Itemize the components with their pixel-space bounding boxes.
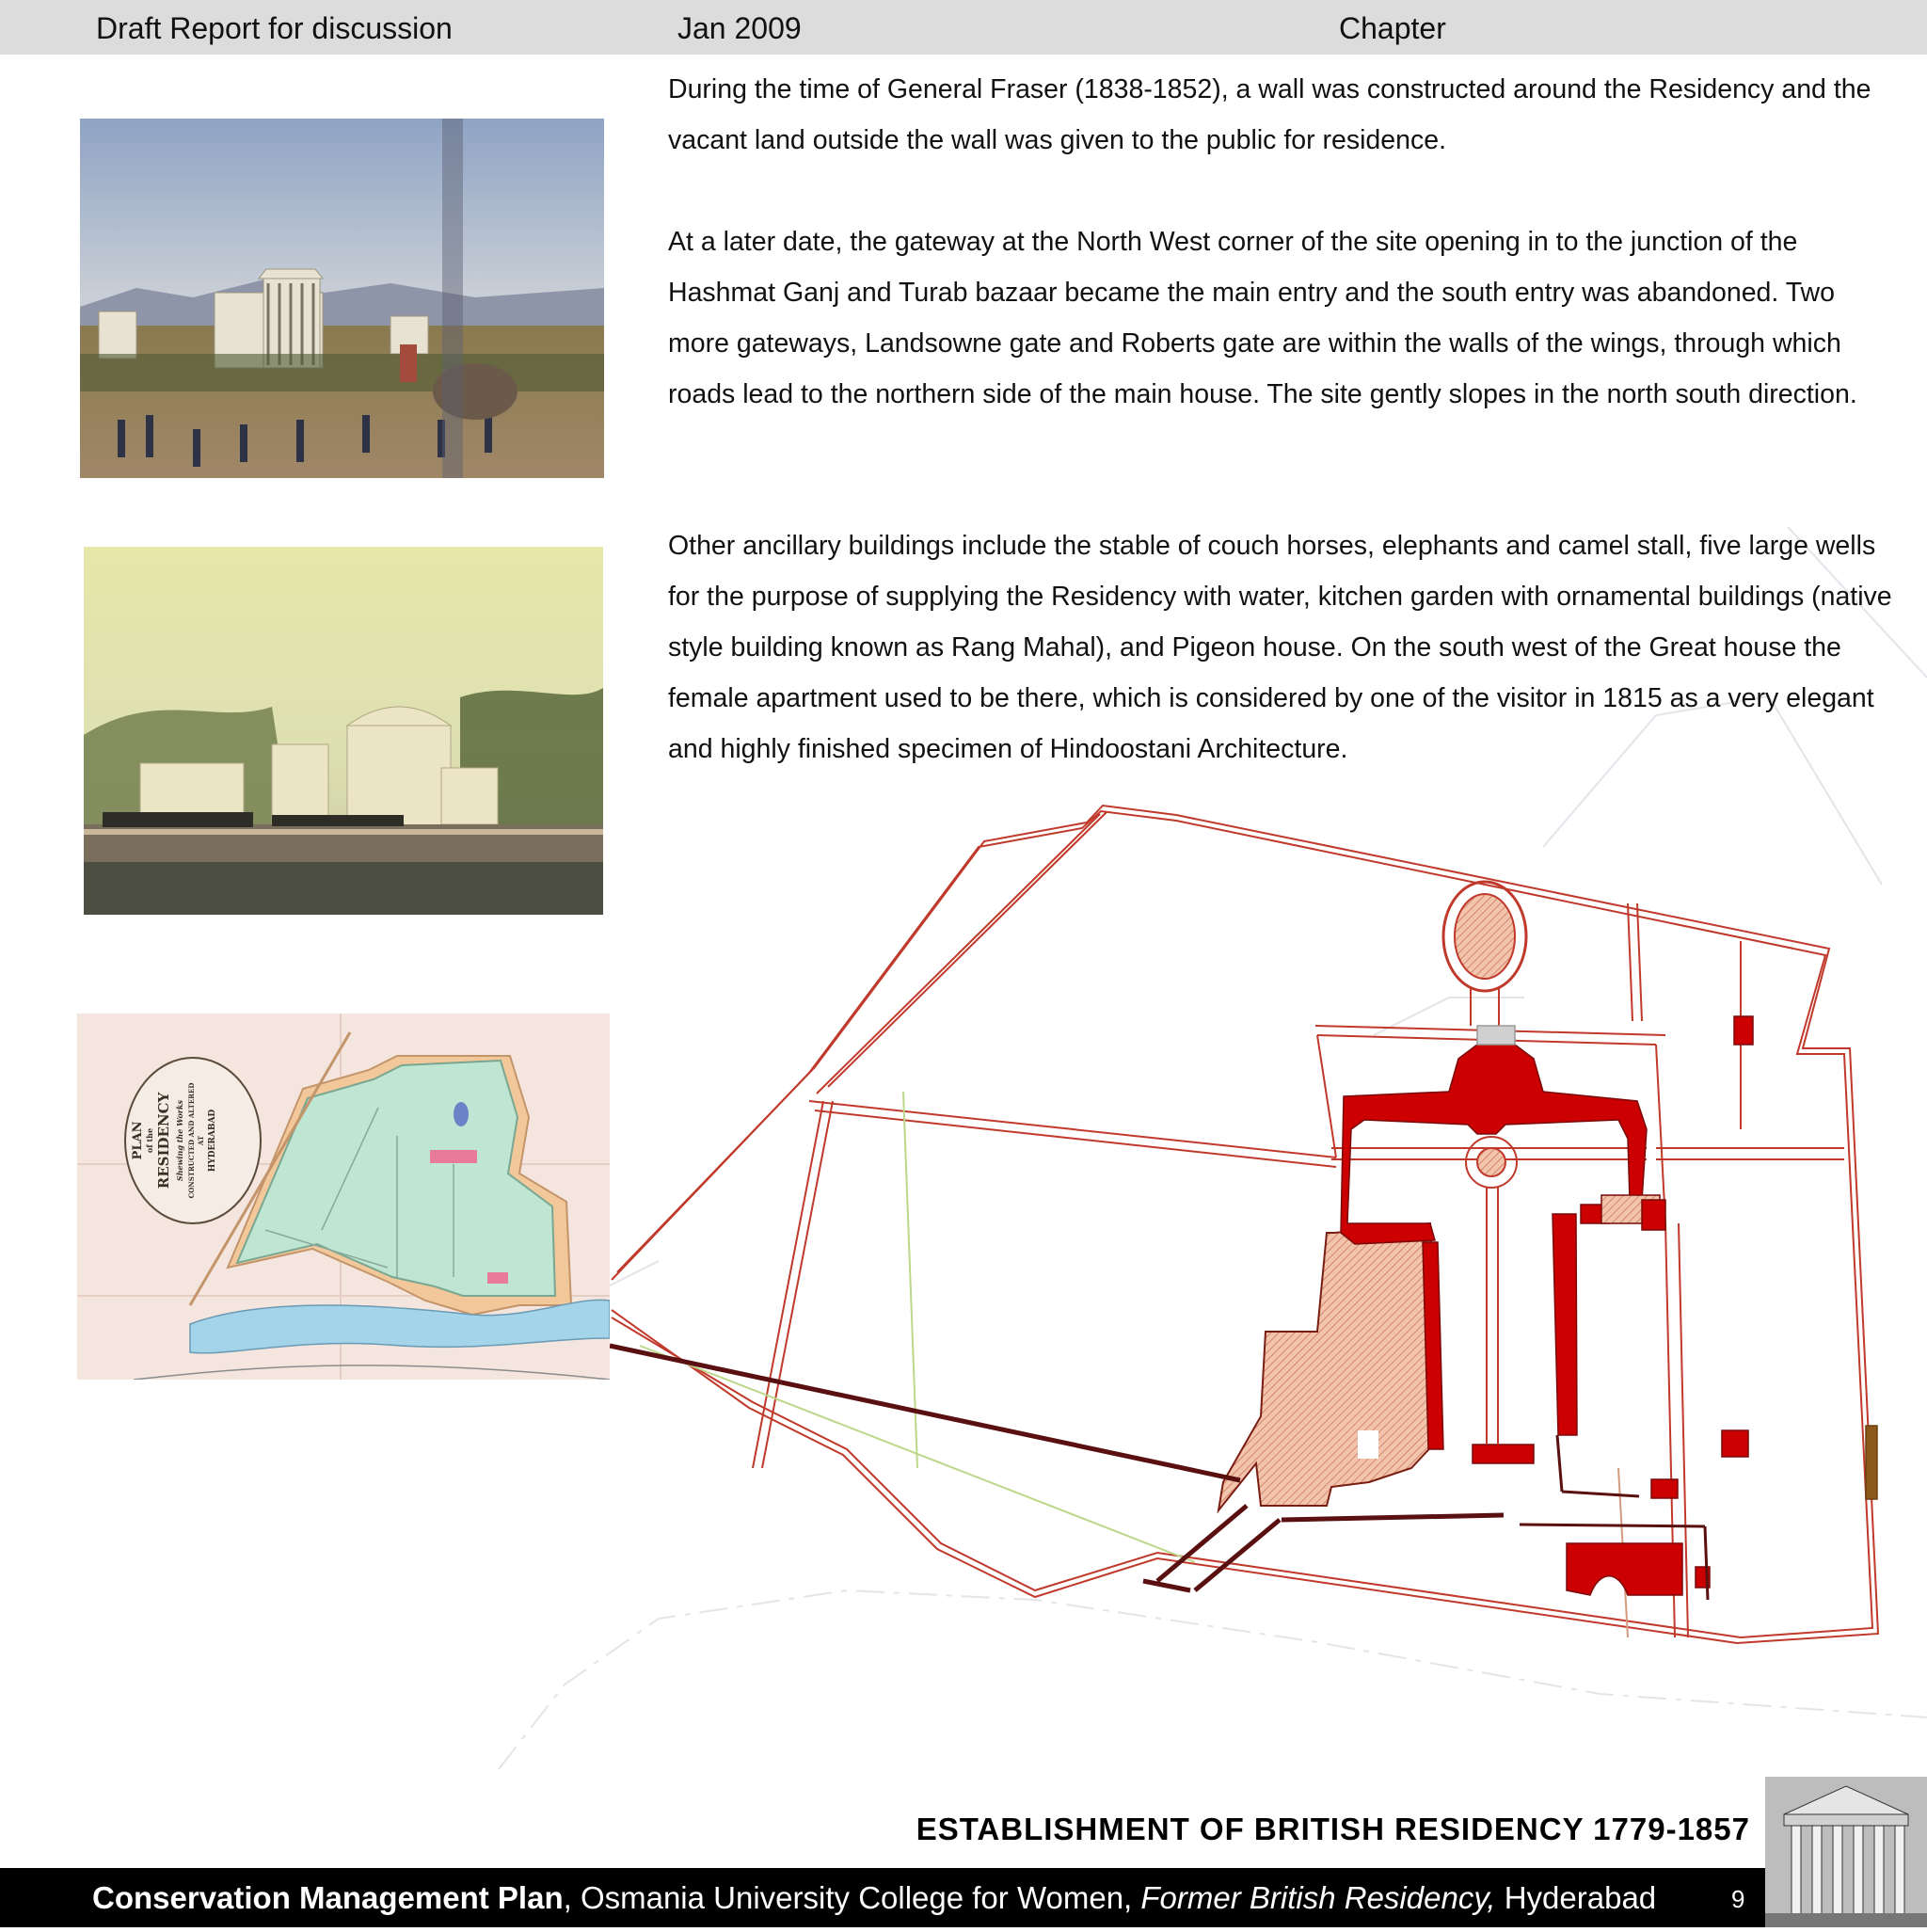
footer-city: Hyderabad <box>1495 1880 1657 1915</box>
section-title: ESTABLISHMENT OF BRITISH RESIDENCY 1779-1857 <box>916 1812 1750 1846</box>
paragraph-gateways: At a later date, the gateway at the North West corner of the site opening in to the junction of the Hashmat Ganj and Turab bazaar became the main entry and the south entry was abandoned. Two more gateways, Landsowne gate and Roberts gate are within the walls of the wings, through which roads lead to the northern side of the main house. The site gently slopes in the north south direction. <box>668 227 1857 409</box>
page-footer <box>0 1868 1765 1927</box>
central-roundel <box>1466 1137 1517 1445</box>
header-chapter: Chapter <box>1339 11 1446 45</box>
header-report-status: Draft Report for discussion <box>96 11 453 45</box>
svg-text:CONSTRUCTED AND ALTERED: CONSTRUCTED AND ALTERED <box>187 1082 196 1199</box>
svg-text:of the: of the <box>145 1127 154 1154</box>
header-date: Jan 2009 <box>677 11 802 45</box>
svg-text:PLAN: PLAN <box>131 1121 145 1160</box>
hatched-wings <box>1218 1223 1438 1510</box>
footer-plan-name: Conservation Management Plan <box>92 1880 564 1915</box>
svg-text:AT: AT <box>197 1135 205 1146</box>
footer-title <box>92 1880 1656 1916</box>
residency-front-painting <box>84 547 603 915</box>
page-number: 9 <box>1731 1885 1745 1913</box>
footer-site-name: Former British Residency, <box>1140 1880 1496 1915</box>
paragraph-general-fraser: During the time of General Fraser (1838-1852), a wall was constructed around the Residency and the vacant land outside the wall was given to the public for residence. <box>668 74 1871 155</box>
svg-text:Shewing the Works: Shewing the Works <box>175 1099 184 1182</box>
footer-college: , Osmania University College for Women, <box>563 1880 1141 1915</box>
svg-text:RESIDENCY: RESIDENCY <box>155 1092 172 1190</box>
residency-procession-painting <box>80 119 604 478</box>
boundary-walls <box>612 806 1878 1643</box>
historic-residency-plan <box>77 1014 610 1380</box>
north-oval <box>1443 882 1526 1026</box>
paragraph-ancillary-buildings: Other ancillary buildings include the stable of couch horses, elephants and camel stall, five large wells for the purpose of supplying the Residency with water, kitchen garden with ornamental buildings (native style building known as Rang Mahal), and Pigeon house. On the south west of the Great house the female apartment used to be there, which is considered by one of the visitor in 1815 as a very elegant and highly finished specimen of Hindoostani Architecture. <box>668 531 1892 764</box>
svg-text:HYDERABAD: HYDERABAD <box>208 1109 217 1173</box>
residency-facade-thumbnail <box>1765 1777 1927 1927</box>
connector-lines <box>610 1346 1708 1600</box>
